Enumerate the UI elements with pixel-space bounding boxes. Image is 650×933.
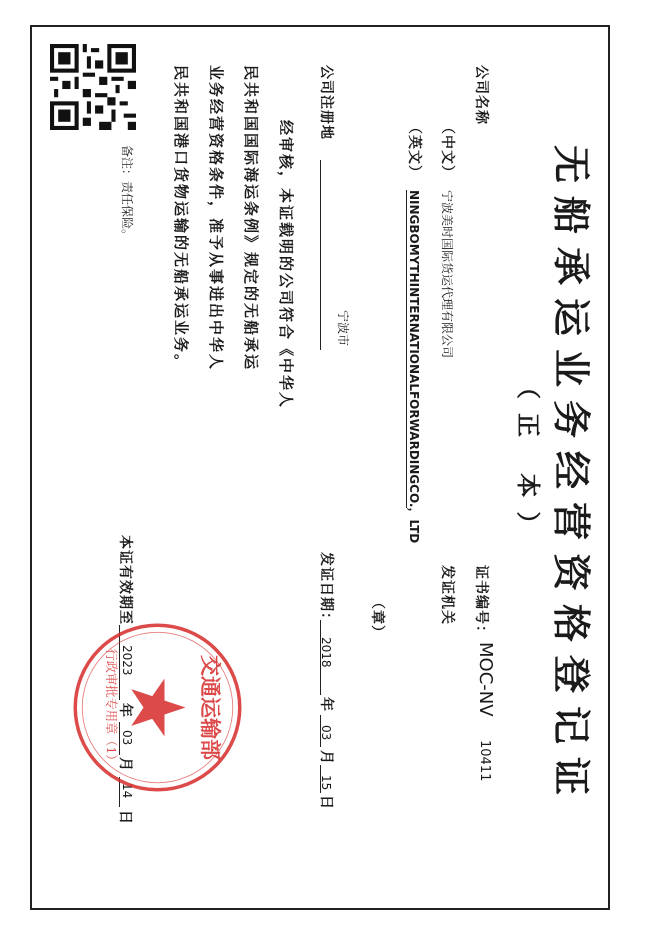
valid-day-char: 日: [117, 810, 133, 825]
issue-year-char: 年: [318, 697, 334, 712]
issue-date-label: 发证日期：: [318, 552, 334, 627]
cert-no-number: 10411: [477, 740, 492, 782]
cn-name-value: 宁波美时国际货运代理有限公司: [440, 190, 454, 359]
issue-year-underline: [320, 620, 337, 695]
certificate-subtitle: （正 本）: [514, 375, 543, 550]
company-name-label: 公司名称: [473, 65, 489, 125]
cert-no-label: 证书编号：: [473, 565, 489, 640]
official-seal: [70, 620, 245, 795]
para-line-2: 民共和国国际海运条例》规定的无船承运: [242, 65, 260, 372]
issue-month-underline: [320, 715, 337, 747]
valid-month: 03: [120, 730, 134, 746]
valid-year-char: 年: [117, 703, 133, 718]
cn-name-label: （中文）: [439, 120, 455, 180]
seal-subtext: 行政审批专用章（1）: [103, 648, 118, 767]
para-line-1: 经审核，本证载明的公司符合《中华人: [277, 120, 295, 410]
en-name-underline: [406, 190, 423, 508]
reg-place-label: 公司注册地: [318, 65, 334, 140]
reg-place-value: 宁波市: [336, 310, 350, 347]
en-name-value: NINGBOMYTHINTERNATIONALFORWARDINGCO.，LTD: [407, 190, 421, 544]
certificate-body: [30, 25, 610, 910]
issue-day-char: 日: [318, 795, 334, 810]
para-line-3: 业务经营资格条件，准予从事进出中华人: [207, 65, 225, 372]
issuer-label: 发证机关: [439, 565, 455, 625]
valid-day: 14: [120, 783, 134, 799]
issuer-seal: （章）: [369, 595, 385, 640]
issue-day-underline: [320, 765, 337, 793]
valid-year: 2023: [120, 645, 134, 676]
issue-month: 03: [319, 725, 333, 741]
seal-text: 交通运输部: [198, 655, 223, 760]
valid-until-label: 本证有效期至: [117, 535, 133, 625]
cert-no-prefix: MOC-NV: [475, 642, 496, 717]
issue-day: 15: [319, 775, 333, 791]
certificate-title: 无船承运业务经营资格登记证: [549, 145, 594, 809]
para-line-4: 民共和国港口货物运输的无船承运业务。: [172, 65, 190, 372]
en-name-label: （英文）: [406, 120, 422, 180]
issue-year: 2018: [319, 637, 333, 668]
issue-month-char: 月: [318, 750, 334, 765]
note: 备注：责任保险。: [120, 145, 134, 242]
valid-month-char: 月: [117, 757, 133, 772]
